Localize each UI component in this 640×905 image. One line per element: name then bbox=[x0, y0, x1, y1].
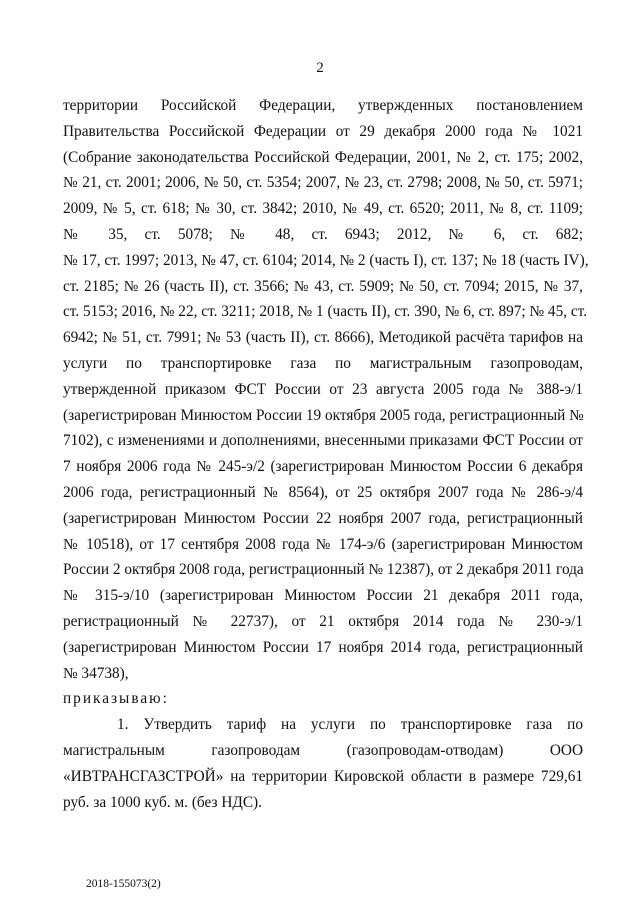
item-line: магистральным газопроводам (газопроводам-отводам) ООО bbox=[63, 741, 583, 759]
text-line: № 35, ст. 5078; № 48, ст. 6943; 2012, № 6, ст. 682; bbox=[63, 225, 583, 243]
text-line: ст. 2185; № 26 (часть II), ст. 3566; № 43, ст. 5909; № 50, ст. 7094; 2015, № 37, bbox=[63, 277, 583, 295]
text-line: 2009, № 5, ст. 618; № 30, ст. 3842; 2010, № 49, ст. 6520; 2011, № 8, ст. 1109; bbox=[63, 200, 583, 218]
page-number: 2 bbox=[316, 60, 324, 76]
text-line: услуги по транспортировке газа по магистральным газопроводам, bbox=[63, 354, 583, 372]
text-line: Правительства Российской Федерации от 29 декабря 2000 года № 1021 bbox=[63, 122, 583, 140]
text-line: России 2 октября 2008 года, регистрационный № 12387), от 2 декабря 2011 года bbox=[63, 561, 584, 579]
document-code: 2018-155073(2) bbox=[86, 878, 161, 890]
text-line: № 21, ст. 2001; 2006, № 50, ст. 5354; 2007, № 23, ст. 2798; 2008, № 50, ст. 5971; bbox=[63, 174, 583, 192]
text-line: (зарегистрирован Минюстом России 19 октября 2005 года, регистрационный № bbox=[63, 406, 584, 424]
text-line: территории Российской Федерации, утвержденных постановлением bbox=[63, 97, 583, 114]
text-line: (зарегистрирован Минюстом России 17 ноября 2014 года, регистрационный bbox=[63, 638, 583, 656]
item-line: руб. за 1000 куб. м. (без НДС). bbox=[63, 793, 262, 811]
text-line: № 315-э/10 (зарегистрирован Минюстом России 21 декабря 2011 года, bbox=[63, 587, 583, 605]
text-line: 7102), с изменениями и дополнениями, внесенными приказами ФСТ России от bbox=[63, 432, 583, 450]
text-line: (Собрание законодательства Российской Федерации, 2001, № 2, ст. 175; 2002, bbox=[63, 148, 583, 166]
text-line: утвержденной приказом ФСТ России от 23 августа 2005 года № 388-э/1 bbox=[63, 380, 583, 398]
document-body bbox=[63, 93, 589, 815]
item-line: 1. Утвердить тариф на услуги по транспортировке газа по bbox=[117, 716, 583, 734]
text-line: № 17, ст. 1997; 2013, № 47, ст. 6104; 2014, № 2 (часть I), ст. 137; № 18 (часть IV), bbox=[63, 251, 589, 269]
text-line: 2006 года, регистрационный № 8564), от 25 октября 2007 года № 286-э/4 bbox=[63, 483, 583, 501]
item-line: «ИВТРАНСГАЗСТРОЙ» на территории Кировской области в размере 729,61 bbox=[63, 767, 583, 785]
text-line: 6942; № 51, ст. 7991; № 53 (часть II), ст. 8666), Методикой расчёта тарифов на bbox=[63, 329, 583, 347]
text-line: (зарегистрирован Минюстом России 22 ноября 2007 года, регистрационный bbox=[63, 509, 583, 527]
text-line: регистрационный № 22737), от 21 октября 2014 года № 230-э/1 bbox=[63, 612, 583, 630]
text-line: 7 ноября 2006 года № 245-э/2 (зарегистрирован Минюстом России 6 декабря bbox=[63, 458, 583, 476]
text-line: № 34738), bbox=[63, 664, 129, 682]
order-word: приказываю: bbox=[63, 690, 169, 708]
text-line: № 10518), от 17 сентября 2008 года № 174-э/6 (зарегистрирован Минюстом bbox=[63, 535, 583, 553]
text-line: ст. 5153; 2016, № 22, ст. 3211; 2018, № 1 (часть II), ст. 390, № 6, ст. 897; № 45, ст. bbox=[63, 303, 588, 321]
